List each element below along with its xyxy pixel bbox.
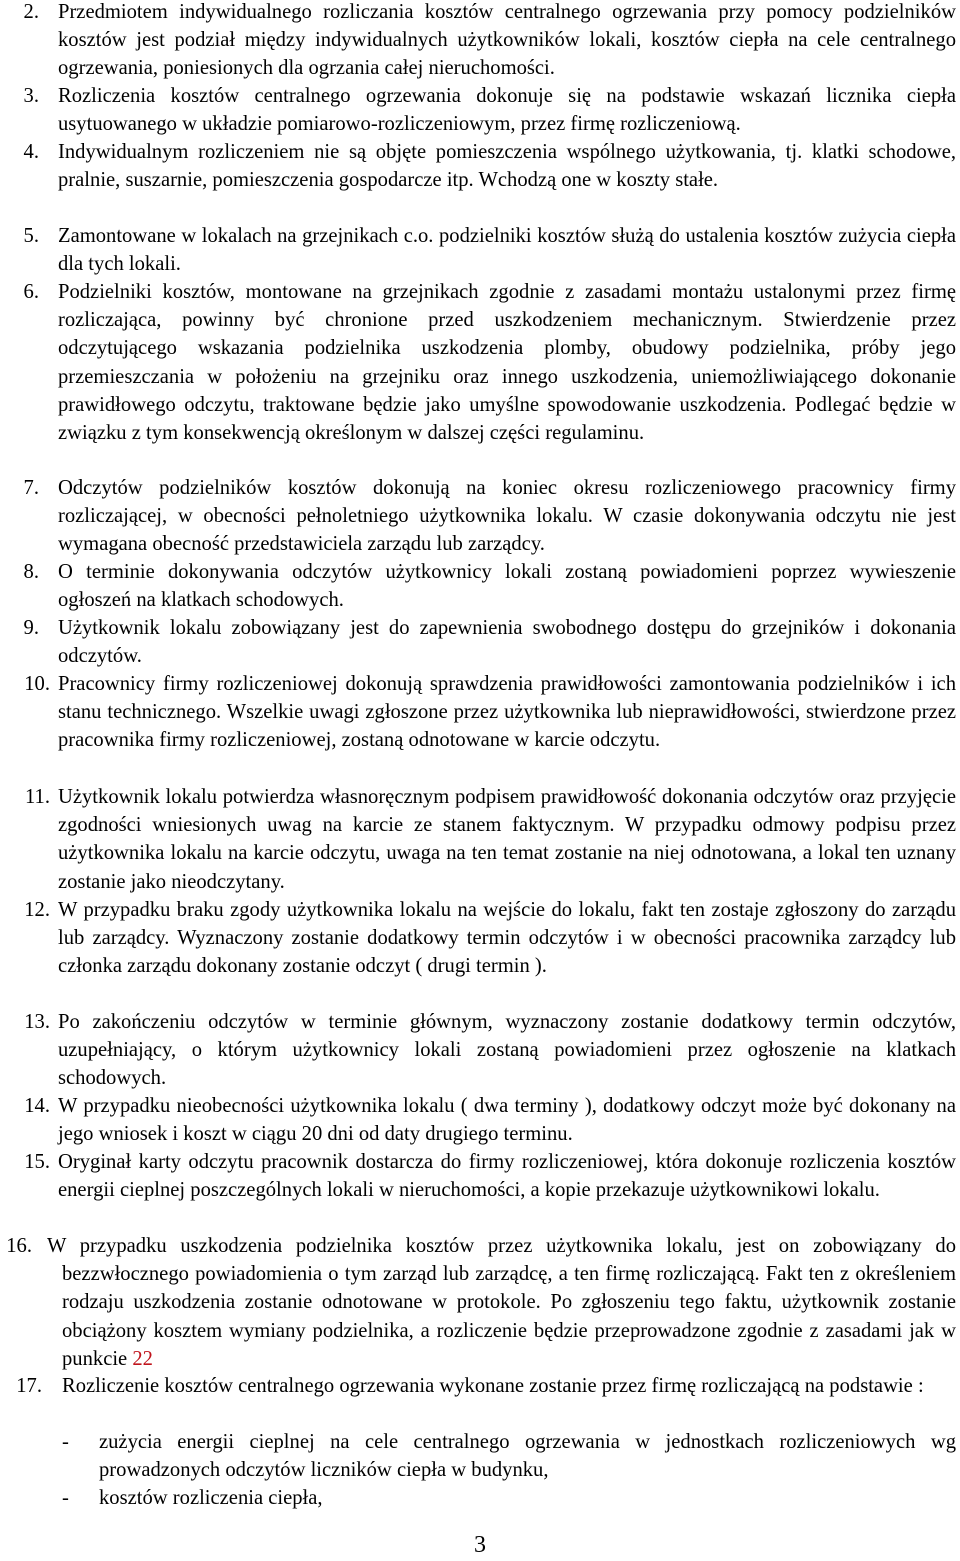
item-number: 3. — [23, 85, 39, 107]
item-number: 16. — [6, 1235, 32, 1257]
list-item — [0, 1092, 956, 1149]
item-text: Odczytów podzielników kosztów dokonują na koniec okresu rozliczeniowego pracownicy firmy rozliczającej, w obecności pełnoletniego użytkownika lokalu. W czasie dokonywania odczytu nie jest wymagana obecność przedstawiciela zarządu lub zarządcy. — [58, 477, 956, 556]
item-number: 9. — [23, 617, 39, 639]
item-text: W przypadku braku zgody użytkownika lokalu na wejście do lokalu, fakt ten zostaje zgłoszony do zarządu lub zarządcy. Wyznaczony zostanie dodatkowy termin odczytów i w obecności pracownika zarządcy lub członka zarządu dokonany zostanie odczyt ( drugi termin ). — [58, 899, 956, 978]
list-item — [0, 1008, 956, 1093]
cross-reference-link[interactable]: 22 — [132, 1347, 153, 1370]
item-text: Po zakończeniu odczytów w terminie głównym, wyznaczony zostanie dodatkowy termin odczytów, uzupełniający, o którym użytkownicy lokali zostaną powiadomieni przez ogłoszenie na klatkach schodowych. — [58, 1011, 956, 1090]
sub-list-item — [62, 1484, 956, 1513]
dash-bullet: - — [62, 1487, 69, 1509]
item-number: 10. — [24, 673, 50, 695]
list-item — [0, 670, 956, 783]
item-number: 15. — [24, 1151, 50, 1173]
item-text: Rozliczenie kosztów centralnego ogrzewania wykonane zostanie przez firmę rozliczającą na podstawie : — [62, 1375, 924, 1397]
page-number: 3 — [474, 1532, 486, 1558]
item-number: 17. — [16, 1375, 42, 1397]
item-text: Rozliczenia kosztów centralnego ogrzewania dokonuje się na podstawie wskazań licznika ciepła usytuowanego w układzie pomiarowo-rozliczeniowym, przez firmę rozliczeniową. — [58, 85, 956, 136]
list-item — [0, 82, 956, 139]
dash-bullet: - — [62, 1431, 69, 1453]
item-text: Indywidualnym rozliczeniem nie są objęte pomieszczenia wspólnego użytkowania, tj. klatki schodowe, pralnie, suszarnie, pomieszczenia gospodarcze itp. Wchodzą one w koszty stałe. — [58, 141, 956, 192]
item-text: Użytkownik lokalu potwierdza własnoręcznym podpisem prawidłowość dokonania odczytów oraz przyjęcie zgodności wniesionych uwag na karcie ze stanem faktycznym. W przypadku odmowy podpisu przez użytkownika lokalu na karcie odczytu, uwaga na ten temat zostanie na niej odnotowana, a lokal ten uznany zostanie jako nieodczytany. — [58, 786, 956, 893]
list-item — [0, 474, 956, 559]
item-number: 5. — [23, 225, 39, 247]
item-number: 4. — [23, 141, 39, 163]
item-number: 8. — [23, 561, 39, 583]
item-text — [47, 1232, 956, 1373]
list-item — [0, 558, 956, 615]
sub-item-text: zużycia energii cieplnej na cele centralnego ogrzewania w jednostkach rozliczeniowych wg prowadzonych odczytów liczników ciepła w budynku, — [99, 1431, 956, 1482]
item-number: 2. — [23, 1, 39, 23]
list-item — [0, 1148, 956, 1233]
list-item — [0, 1232, 956, 1373]
list-item — [0, 0, 956, 83]
item-text: Podzielniki kosztów, montowane na grzejnikach zgodnie z zasadami montażu ustalonymi przez firmę rozliczająca, powinny być chronione przed uszkodzeniem mechanicznym. Stwierdzenie przez odczytującego wskazania podzielnika uszkodzenia plomby, obudowy podzielnika, próby jego przemieszczania w położeniu na grzejniku oraz innego uszkodzenia, uniemożliwiającego dokonanie prawidłowego odczytu, traktowane będzie jako umyślne spowodowanie uszkodzenia. Podlegać będzie w związku z tym konsekwencją określonym w dalszej części regulaminu. — [58, 281, 956, 445]
list-item — [0, 614, 956, 671]
item-number: 14. — [24, 1095, 50, 1117]
list-item — [0, 222, 956, 279]
list-item — [0, 138, 956, 223]
list-item — [0, 783, 956, 896]
item-text: O terminie dokonywania odczytów użytkownicy lokali zostaną powiadomieni poprzez wywieszenie ogłoszeń na klatkach schodowych. — [58, 561, 956, 612]
sub-list-item — [62, 1428, 956, 1485]
item-number: 6. — [23, 281, 39, 303]
item-text: Użytkownik lokalu zobowiązany jest do zapewnienia swobodnego dostępu do grzejników i dokonania odczytów. — [58, 617, 956, 668]
item-text-body: W przypadku uszkodzenia podzielnika kosztów przez użytkownika lokalu, jest on zobowiązany do bezzwłocznego powiadomienia o tym zarząd lub zarządcę, a ten firmę rozliczającą. Fakt ten z określeniem rodzaju uszkodzenia zostanie odnotowane w protokole. Po zgłoszeniu tego faktu, użytkownik zostanie obciążony kosztem wymiany podzielnika, a rozliczenie będzie przeprowadzone zgodnie z zasadami jak w punkcie — [47, 1235, 956, 1370]
list-item — [0, 1372, 956, 1429]
item-text: Pracownicy firmy rozliczeniowej dokonują sprawdzenia prawidłowości zamontowania podzielników i ich stanu technicznego. Wszelkie uwagi zgłoszone przez użytkownika lub nieprawidłowości, stwierdzone przez pracownika firmy rozliczeniowej, zostaną odnotowane w karcie odczytu. — [58, 673, 956, 752]
item-number: 7. — [23, 477, 39, 499]
item-number: 13. — [24, 1011, 50, 1033]
item-text: Zamontowane w lokalach na grzejnikach c.o. podzielniki kosztów służą do ustalenia kosztów zużycia ciepła dla tych lokali. — [58, 225, 956, 276]
item-text: Przedmiotem indywidualnego rozliczania kosztów centralnego ogrzewania przy pomocy podzielników kosztów jest podział między indywidualnych użytkowników lokali, kosztów ciepła na cele centralnego ogrzewania, poniesionych dla ogrzania całej nieruchomości. — [58, 1, 956, 80]
item-text: Oryginał karty odczytu pracownik dostarcza do firmy rozliczeniowej, która dokonuje rozliczenia kosztów energii cieplnej poszczególnych lokali w nieruchomości, a kopie przekazuje użytkownikowi lokalu. — [58, 1151, 956, 1202]
item-number: 11. — [25, 786, 50, 808]
item-number: 12. — [24, 899, 50, 921]
sub-item-text: kosztów rozliczenia ciepła, — [99, 1487, 323, 1509]
item-text: W przypadku nieobecności użytkownika lokalu ( dwa terminy ), dodatkowy odczyt może być dokonany na jego wniosek i koszt w ciągu 20 dni od daty drugiego terminu. — [58, 1095, 956, 1146]
list-item — [0, 896, 956, 1009]
list-item — [0, 278, 956, 476]
